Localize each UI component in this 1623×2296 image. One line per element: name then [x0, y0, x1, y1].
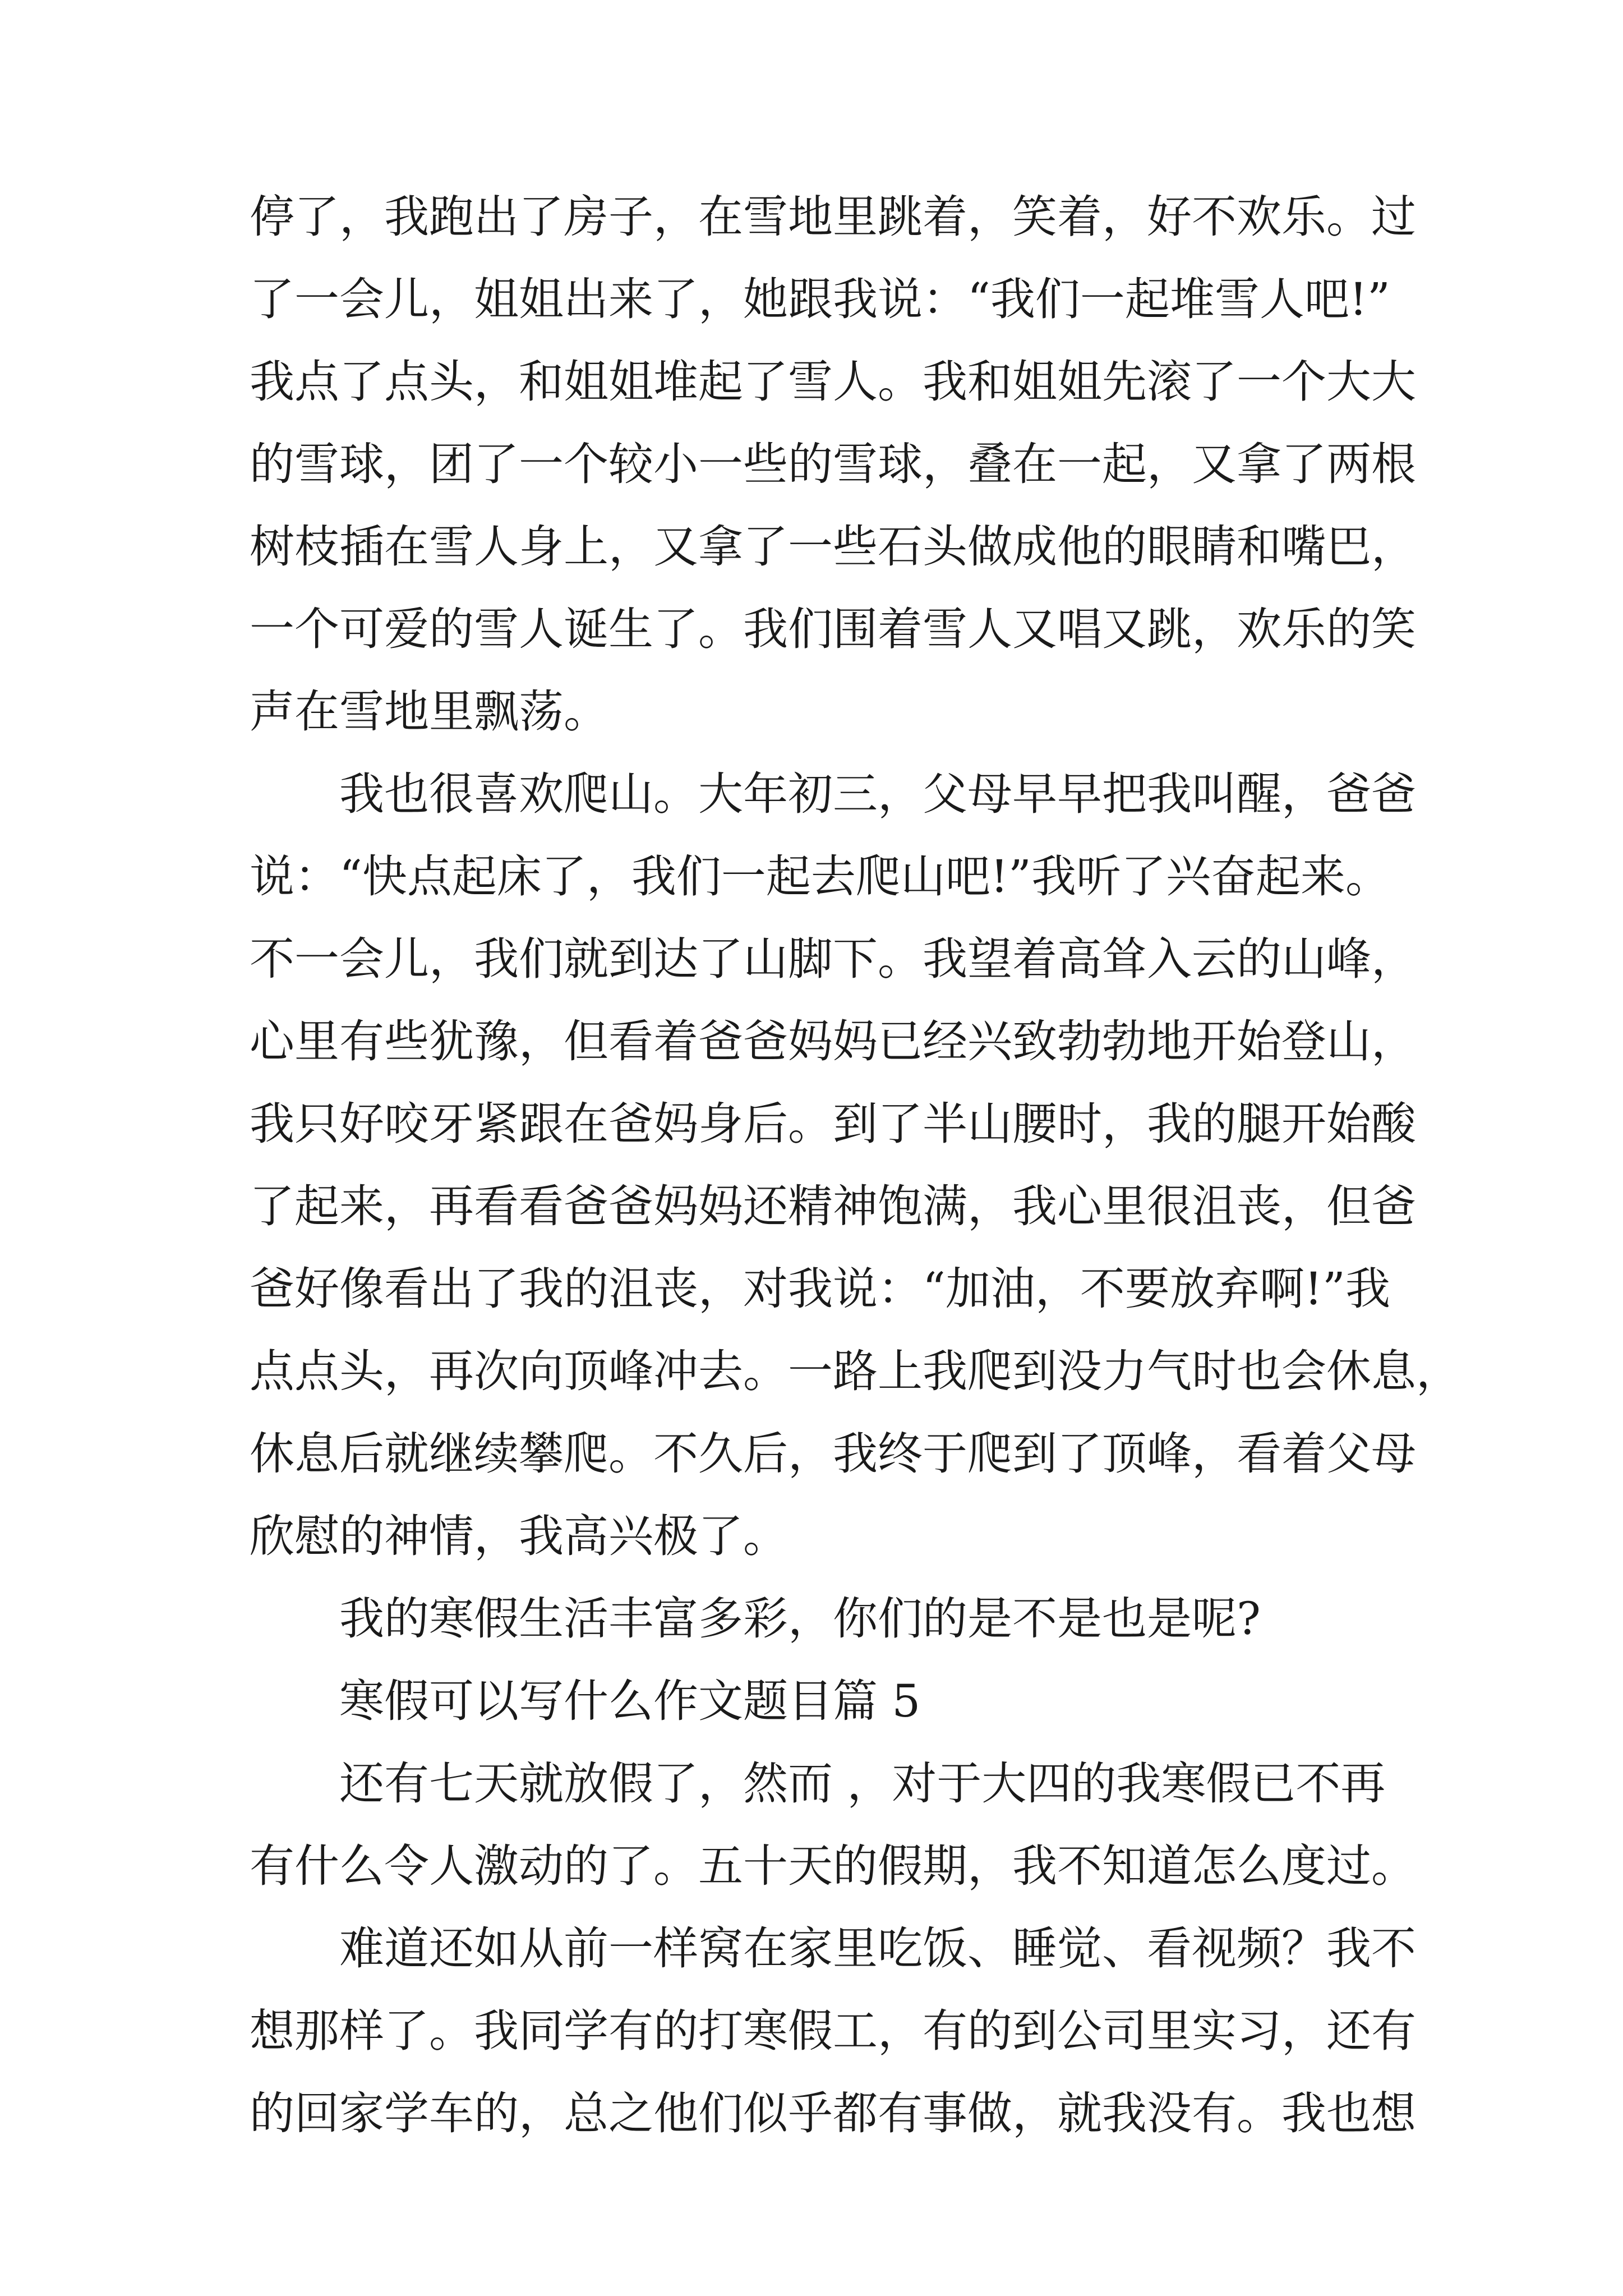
text-line: 了一会儿，姐姐出来了，她跟我说：“我们一起堆雪人吧!”: [250, 273, 1390, 325]
text-line: 我只好咬牙紧跟在爸妈身后。到了半山腰时，我的腿开始酸: [250, 1098, 1416, 1150]
text-line: 不一会儿，我们就到达了山脚下。我望着高耸入云的山峰，: [250, 933, 1416, 985]
section-heading: 寒假可以写什么作文题目篇 5: [339, 1675, 921, 1727]
text-line: 的雪球，团了一个较小一些的雪球，叠在一起，又拿了两根: [250, 438, 1416, 490]
text-line: 有什么令人激动的了。五十天的假期，我不知道怎么度过。: [250, 1840, 1416, 1892]
text-line: 停了，我跑出了房子，在雪地里跳着，笑着，好不欢乐。过: [250, 191, 1416, 243]
text-line: 想那样了。我同学有的打寒假工，有的到公司里实习，还有: [250, 2005, 1416, 2057]
text-line: 心里有些犹豫，但看着爸爸妈妈已经兴致勃勃地开始登山，: [250, 1015, 1416, 1068]
text-line: 的回家学车的，总之他们似乎都有事做，就我没有。我也想: [250, 2087, 1416, 2139]
text-line: 声在雪地里飘荡。: [250, 685, 608, 738]
text-line: 点点头，再次向顶峰冲去。一路上我爬到没力气时也会休息，: [250, 1345, 1461, 1397]
paragraph-first-line: 难道还如从前一样窝在家里吃饭、睡觉、看视频？我不: [339, 1922, 1416, 1975]
text-line: 说：“快点起床了，我们一起去爬山吧!”我听了兴奋起来。: [250, 850, 1390, 903]
text-line: 一个可爱的雪人诞生了。我们围着雪人又唱又跳，欢乐的笑: [250, 603, 1416, 655]
text-line: 了起来，再看看爸爸妈妈还精神饱满，我心里很沮丧，但爸: [250, 1180, 1416, 1232]
paragraph-first-line: 我也很喜欢爬山。大年初三，父母早早把我叫醒，爸爸: [339, 768, 1416, 820]
text-line: 树枝插在雪人身上，又拿了一些石头做成他的眼睛和嘴巴，: [250, 521, 1416, 573]
paragraph-first-line: 还有七天就放假了，然而 ，对于大四的我寒假已不再: [339, 1757, 1386, 1810]
text-line: 休息后就继续攀爬。不久后，我终于爬到了顶峰，看着父母: [250, 1428, 1416, 1480]
text-line: 我点了点头，和姐姐堆起了雪人。我和姐姐先滚了一个大大: [250, 356, 1416, 408]
paragraph-first-line: 我的寒假生活丰富多彩，你们的是不是也是呢?: [339, 1593, 1261, 1645]
text-line: 欣慰的神情，我高兴极了。: [250, 1510, 788, 1562]
text-line: 爸好像看出了我的沮丧，对我说：“加油，不要放弃啊!”我: [250, 1263, 1390, 1315]
